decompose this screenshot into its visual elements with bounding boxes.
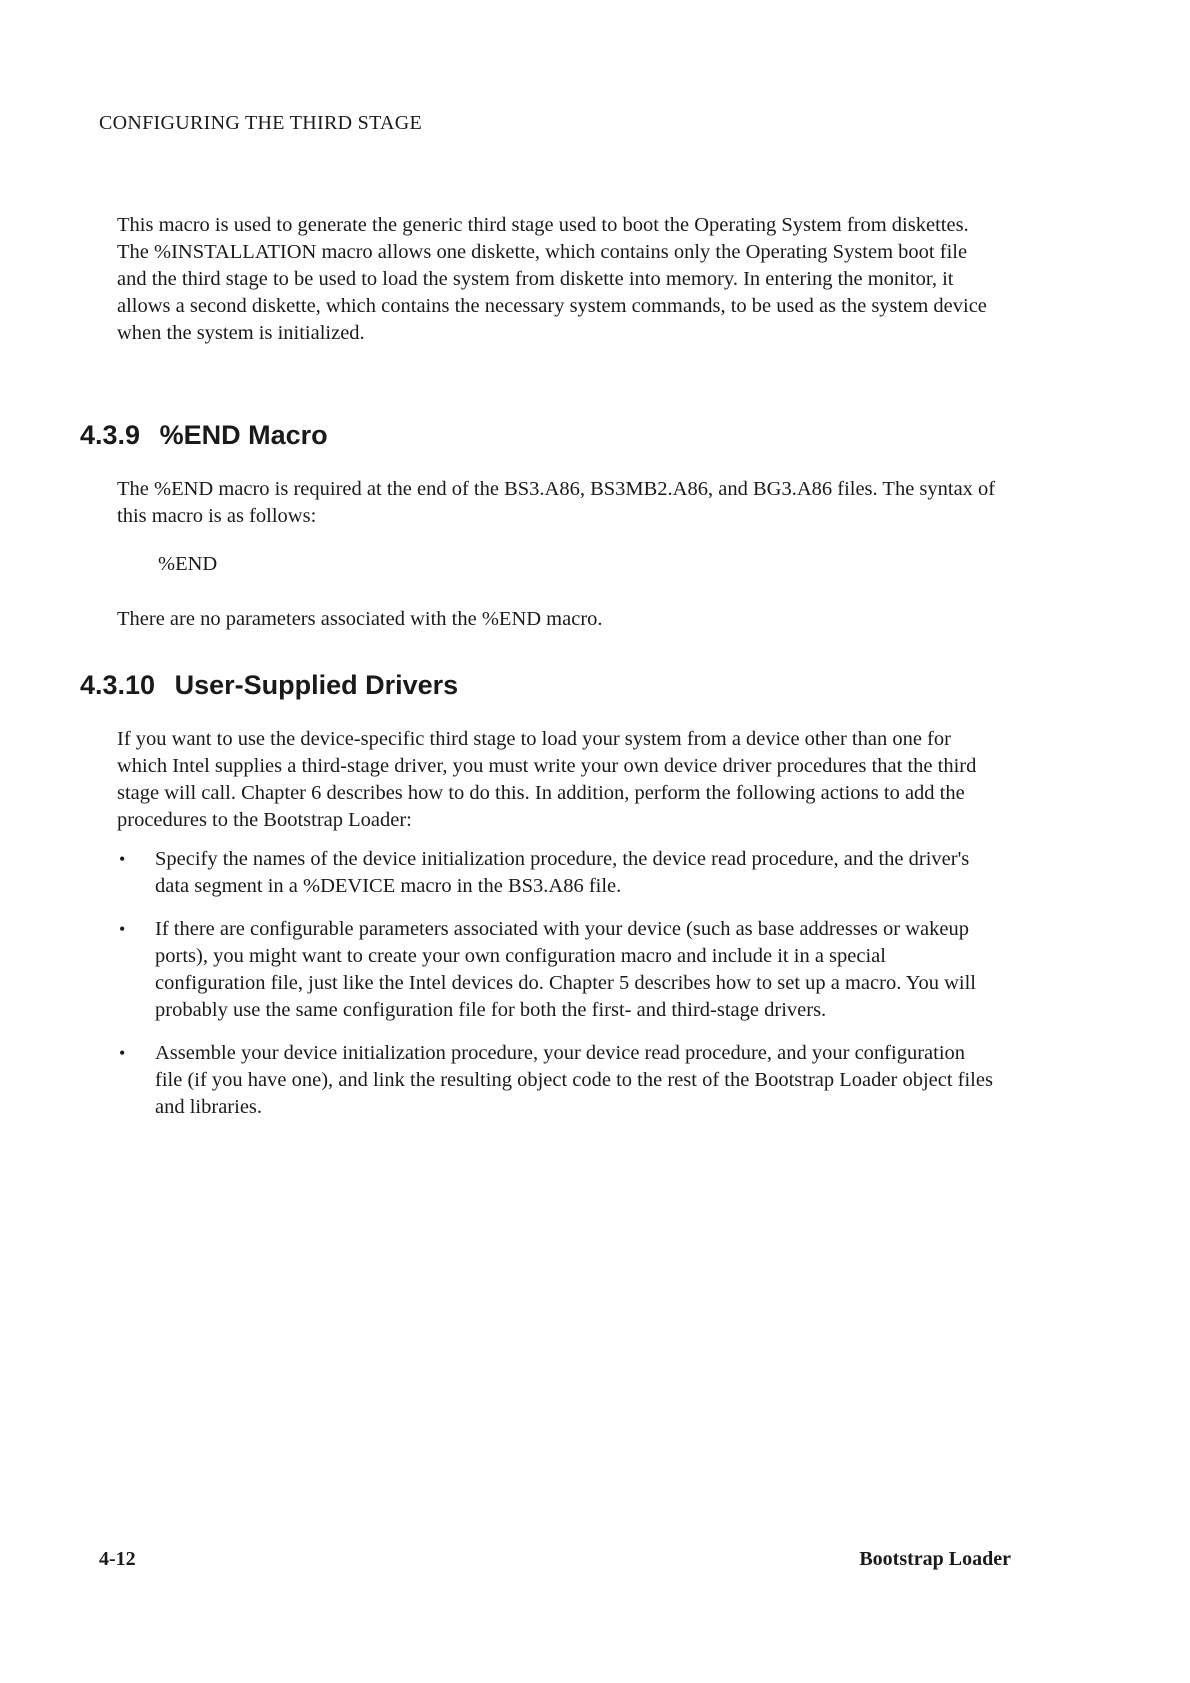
list-item-text: If there are configurable parameters associated with your device (such as base addresses or wakeup ports), you might want to create your own configuration macro and include it in a special configuration file, just like the Intel devices do. Chapter 5 describes how to set up a macro. You will probably use the same configuration file for both the first- and third-stage drivers. — [155, 918, 976, 1021]
end-macro-paragraph: The %END macro is required at the end of the BS3.A86, BS3MB2.A86, and BG3.A86 files. The syntax of this macro is as follows: — [117, 478, 996, 527]
bullet-icon: • — [119, 919, 126, 939]
section-title: %END Macro — [159, 420, 328, 450]
list-item — [117, 916, 997, 1024]
user-drivers-paragraph: If you want to use the device-specific third stage to load your system from a device other than one for which Intel supplies a third-stage driver, you must write your own device driver procedures that the third stage will call. Chapter 6 describes how to do this. In addition, perform the following actions to add the procedures to the Bootstrap Loader: — [117, 728, 977, 831]
book-title: Bootstrap Loader — [859, 1548, 1011, 1570]
list-item — [117, 846, 997, 900]
section-heading-end-macro — [80, 420, 328, 451]
bullet-icon: • — [119, 849, 126, 869]
end-macro-syntax: %END — [158, 553, 218, 575]
running-head: CONFIGURING THE THIRD STAGE — [99, 112, 422, 134]
list-item — [117, 1040, 997, 1121]
list-item-text: Specify the names of the device initialization procedure, the device read procedure, and the driver's data segment in a %DEVICE macro in the BS3.A86 file. — [155, 848, 970, 897]
section-heading-user-drivers — [80, 670, 458, 701]
section-number: 4.3.10 — [80, 670, 156, 700]
intro-paragraph: This macro is used to generate the generic third stage used to boot the Operating System from diskettes. The %INSTALLATION macro allows one diskette, which contains only the Operating System boot file and the third stage to be used to load the system from diskette into memory. In entering the monitor, it allows a second diskette, which contains the necessary system commands, to be used as the system device when the system is initialized. — [117, 214, 987, 344]
bullet-icon: • — [119, 1043, 126, 1063]
end-macro-note: There are no parameters associated with the %END macro. — [117, 608, 603, 630]
action-list — [117, 846, 997, 1137]
section-number: 4.3.9 — [80, 420, 141, 450]
list-item-text: Assemble your device initialization procedure, your device read procedure, and your configuration file (if you have one), and link the resulting object code to the rest of the Bootstrap Loader object files and libraries. — [155, 1042, 993, 1118]
section-title: User-Supplied Drivers — [174, 670, 459, 700]
page-number: 4-12 — [99, 1548, 136, 1570]
